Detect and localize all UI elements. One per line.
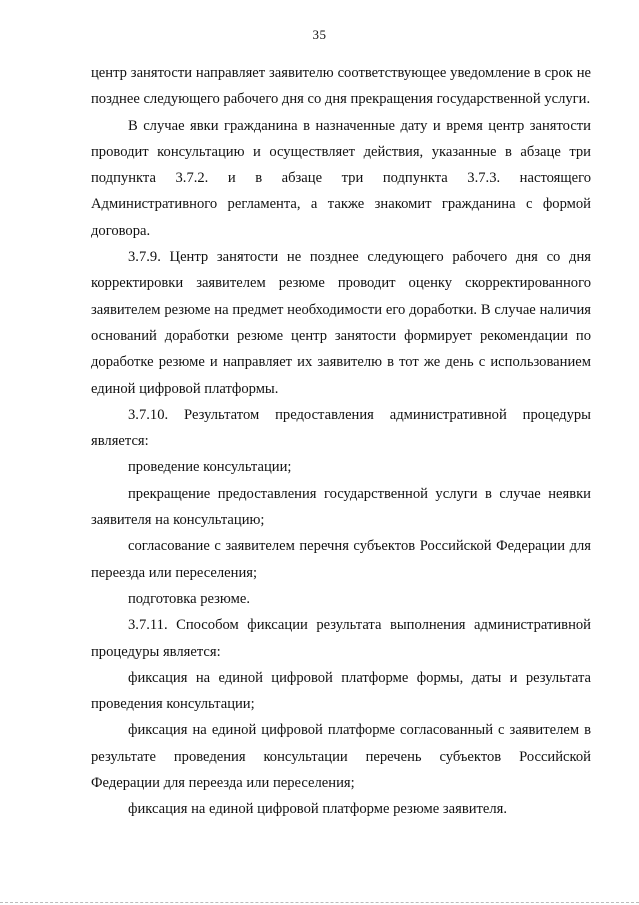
list-item: согласование с заявителем перечня субъектов Российской Федерации для переезда или переселения; bbox=[91, 538, 591, 581]
list-item: фиксация на единой цифровой платформе резюме заявителя. bbox=[128, 801, 508, 818]
list-item: фиксация на единой цифровой платформе согласованный с заявителем в результате проведения консультации перечень субъектов Российской Федерации для переезда или переселения; bbox=[91, 722, 591, 792]
page-number: 35 bbox=[312, 27, 327, 42]
list-item: проведение консультации; bbox=[128, 459, 292, 476]
paragraph: 3.7.10. Результатом предоставления административной процедуры является: bbox=[91, 406, 591, 450]
paragraph: 3.7.11. Способом фиксации результата выполнения административной процедуры является: bbox=[91, 617, 591, 660]
paragraph: В случае явки гражданина в назначенные дату и время центр занятости проводит консультацию и осуществляет действия, указанные в абзаце три подпункта 3.7.2. и в абзаце три подпункта 3.7.3. настоящего Административного регламента, а также знакомит гражданина с формой договора. bbox=[91, 117, 591, 239]
list-item: прекращение предоставления государственной услуги в случае неявки заявителя на консультацию; bbox=[91, 485, 591, 529]
document-body bbox=[91, 60, 591, 823]
list-item: фиксация на единой цифровой платформе формы, даты и результата проведения консультации; bbox=[91, 669, 591, 713]
paragraph: 3.7.9. Центр занятости не позднее следующего рабочего дня со дня корректировки заявителем резюме проводит оценку скорректированного заявителем резюме на предмет необходимости его доработки. В случае наличия оснований доработки резюме центр занятости формирует рекомендации по доработке резюме и направляет их заявителю в тот же день с использованием единой цифровой платформы. bbox=[91, 249, 591, 397]
list-item: подготовка резюме. bbox=[128, 590, 250, 607]
paragraph: центр занятости направляет заявителю соответствующее уведомление в срок не позднее следующего рабочего дня со дня прекращения государственной услуги. bbox=[91, 65, 591, 108]
